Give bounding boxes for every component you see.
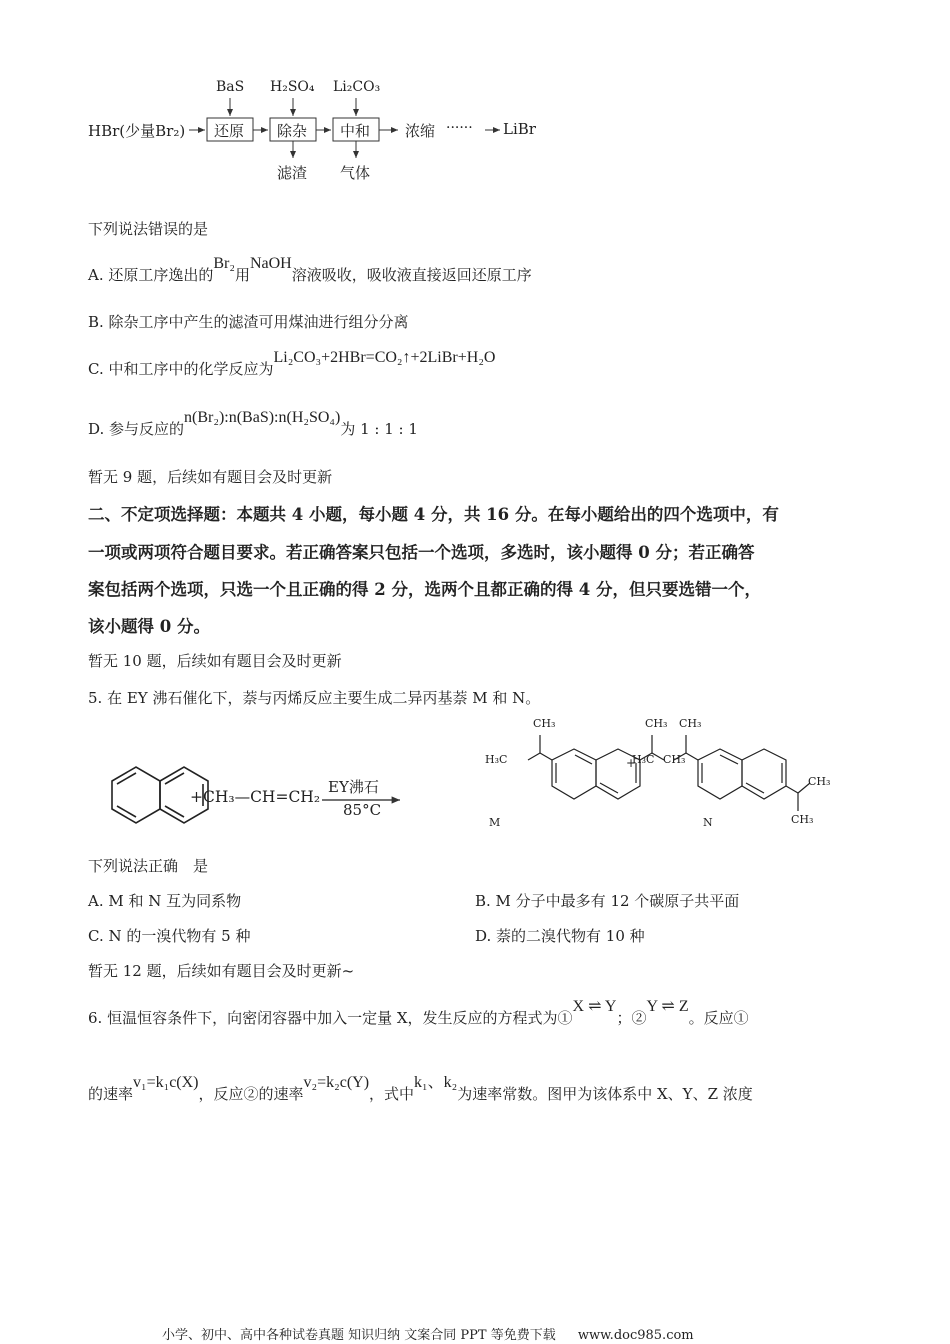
q4-c-equation: Li₂CO₃+2HBr=CO₂↑+2LiBr+H₂O xyxy=(273,349,496,366)
section2-line2: 一项或两项符合题目要求。若正确答案只包括一个选项，多选时，该小题得 0 分；若正确答 xyxy=(88,543,755,562)
section2-line1: 二、不定项选择题：本题共 4 小题，每小题 4 分，共 16 分。在每小题给出的四个选项中，有 xyxy=(88,505,779,524)
note-q12: 暂无 12 题，后续如有题目会及时更新~ xyxy=(88,962,355,980)
q6-line1 xyxy=(88,998,749,1028)
flow-reagent-li2co3: Li₂CO₃ xyxy=(333,79,381,95)
q6-sep: ；② xyxy=(616,1009,647,1027)
flow-product: LiBr xyxy=(503,120,536,138)
footer-site-link[interactable]: www.doc985.com xyxy=(577,1328,694,1343)
m-h3c-left: H₃C xyxy=(485,753,508,766)
section2-line4: 该小题得 0 分。 xyxy=(88,617,210,636)
q5-option-a: A. M 和 N 互为同系物 xyxy=(88,892,242,910)
m-ch3-top-left: CH₃ xyxy=(533,717,556,730)
flow-concentrate: 浓缩 xyxy=(405,122,436,140)
n-ch3-bottom: CH₃ xyxy=(791,813,814,826)
product-m-structure xyxy=(528,735,664,799)
n-ch3-top: CH₃ xyxy=(679,717,702,730)
q4-a-mid: 用 xyxy=(234,266,250,284)
q4-a-pre: A. 还原工序逸出的 xyxy=(88,266,214,284)
q4-option-b: B. 除杂工序中产生的滤渣可用煤油进行组分分离 xyxy=(88,313,409,331)
q4-d-ratio: n(Br₂):n(BaS):n(H₂SO₄) xyxy=(184,409,341,426)
n-h3c-left: H₃C xyxy=(632,753,655,766)
flow-box-label-neutralize: 中和 xyxy=(340,122,371,140)
q5-option-c: C. N 的一溴代物有 5 种 xyxy=(88,927,251,945)
m-ch3-right: CH₃ xyxy=(663,753,686,766)
q4-c-pre: C. 中和工序中的化学反应为 xyxy=(88,360,274,378)
footer-text: 小学、初中、高中各种试卷真题 知识归纳 文案合同 PPT 等免费下载 xyxy=(162,1328,556,1343)
q4-d-post: 为 1 : 1 : 1 xyxy=(340,420,418,438)
q4-option-c xyxy=(88,349,496,379)
section2-line3: 案包括两个选项，只选一个且正确的得 2 分，选两个且都正确的得 4 分，但只要选错一个， xyxy=(88,580,761,599)
flow-box-label-reduction: 还原 xyxy=(214,122,245,140)
flow-reagent-h2so4: H₂SO₄ xyxy=(270,79,315,95)
m-ch3-top-right: CH₃ xyxy=(645,717,668,730)
q4-stem: 下列说法错误的是 xyxy=(88,220,209,238)
q4-a-naoh: NaOH xyxy=(249,255,292,272)
q6-l2-d: 为速率常数。图甲为该体系中 X、Y、Z 浓度 xyxy=(457,1085,753,1103)
q6-l1-post: 。反应① xyxy=(688,1009,749,1027)
q6-l2-a: 的速率 xyxy=(88,1085,134,1103)
catalyst-label: EY沸石 xyxy=(328,778,379,796)
q6-v2: v₂=k₂c(Y) xyxy=(303,1074,370,1091)
footer xyxy=(162,1324,694,1343)
products-plus: + xyxy=(626,756,637,770)
label-n: N xyxy=(703,816,713,829)
flow-diagram-svg xyxy=(0,0,950,200)
temperature-label: 85°C xyxy=(343,801,382,819)
q5-option-b: B. M 分子中最多有 12 个碳原子共平面 xyxy=(475,892,740,910)
q6-reaction2: Y ⇌ Z xyxy=(646,998,689,1015)
flow-output-residue: 滤渣 xyxy=(277,164,308,182)
q6-l1-pre: 6. 恒温恒容条件下，向密闭容器中加入一定量 X，发生反应的方程式为① xyxy=(88,1009,573,1027)
product-n-structure xyxy=(674,735,810,811)
flow-box-label-purify: 除杂 xyxy=(277,122,308,140)
flow-dots: ······ xyxy=(446,120,473,136)
note-q9: 暂无 9 题，后续如有题目会及时更新 xyxy=(88,468,333,486)
q6-l2-b: ，反应②的速率 xyxy=(198,1085,304,1103)
q5-option-d: D. 萘的二溴代物有 10 种 xyxy=(475,927,645,945)
n-ch3-right: CH₃ xyxy=(808,775,831,788)
q6-reaction1: X ⇌ Y xyxy=(572,998,617,1015)
note-q10: 暂无 10 题，后续如有题目会及时更新 xyxy=(88,652,342,670)
flow-reagent-bas: BaS xyxy=(216,79,245,95)
q6-l2-c: ，式中 xyxy=(369,1085,415,1103)
q5-ask: 下列说法正确 是 xyxy=(88,857,209,875)
q6-line2 xyxy=(88,1074,753,1104)
q4-a-br2: Br₂ xyxy=(213,255,235,272)
q6-k: k₁、k₂ xyxy=(414,1074,458,1091)
propene-formula: +CH₃—CH=CH₂ xyxy=(190,788,321,806)
q6-v1: v₁=k₁c(X) xyxy=(133,1074,199,1091)
q4-option-d xyxy=(88,409,418,439)
q4-a-post: 溶液吸收，吸收液直接返回还原工序 xyxy=(291,266,532,284)
q4-option-a xyxy=(88,255,532,285)
q4-d-pre: D. 参与反应的 xyxy=(88,420,185,438)
label-m: M xyxy=(489,816,501,829)
flow-start: HBr(少量Br₂) xyxy=(88,122,186,140)
q5-stem: 5. 在 EY 沸石催化下，萘与丙烯反应主要生成二异丙基萘 M 和 N。 xyxy=(88,689,541,707)
flow-output-gas: 气体 xyxy=(340,164,371,182)
